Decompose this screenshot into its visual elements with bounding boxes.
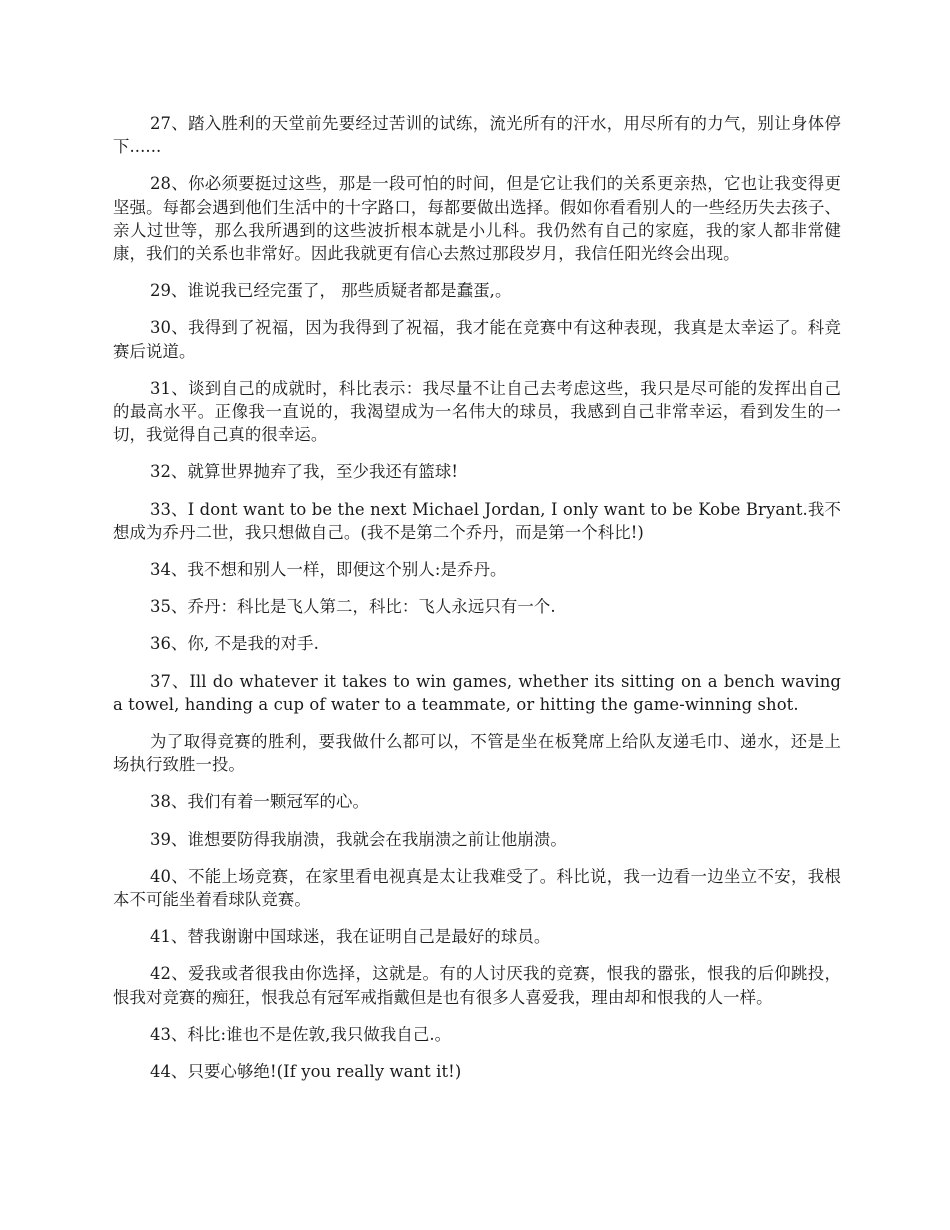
paragraph-36: 36、你, 不是我的对手. <box>150 634 319 654</box>
paragraph-28: 28、你必须要挺过这些，那是一段可怕的时间，但是它让我们的关系更亲热，它也让我变得更坚强。每都会遇到他们生活中的十字路口，每都要做出选择。假如你看看别人的一些经历失去孩子、亲人过世等，那么我所遇到的这些波折根本就是小儿科。我仍然有自己的家庭，我的家人都非常健康，我们的关系也非常好。因此我就更有信心去熬过那段岁月，我信任阳光终会出现。 <box>113 174 841 264</box>
paragraph-42: 42、爱我或者很我由你选择，这就是。有的人讨厌我的竞赛，恨我的嚣张，恨我的后仰跳投，恨我对竞赛的痴狂，恨我总有冠军戒指戴但是也有很多人喜爱我，理由却和恨我的人一样。 <box>113 964 841 1007</box>
paragraph-38: 38、我们有着一颗冠军的心。 <box>150 792 369 812</box>
paragraph-41: 41、替我谢谢中国球迷，我在证明自己是最好的球员。 <box>150 927 551 947</box>
paragraph-44: 44、只要心够绝!(If you really want it!) <box>150 1062 462 1082</box>
paragraph-33: 33、I dont want to be the next Michael Jordan, I only want to be Kobe Bryant.我不想成为乔丹二世，我只想做自己。(我不是第二个乔丹，而是第一个科比!) <box>113 499 841 542</box>
paragraph-40: 40、不能上场竞赛，在家里看电视真是太让我难受了。科比说，我一边看一边坐立不安，我根本不可能坐着看球队竞赛。 <box>113 866 841 910</box>
paragraph-34: 34、我不想和别人一样，即便这个别人:是乔丹。 <box>150 560 507 580</box>
paragraph-29: 29、谁说我已经完蛋了， 那些质疑者都是蠢蛋,。 <box>150 281 512 301</box>
paragraph-31: 31、谈到自己的成就时，科比表示：我尽量不让自己去考虑这些，我只是尽可能的发挥出自己的最高水平。正像我一直说的，我渴望成为一名伟大的球员，我感到自己非常幸运，看到发生的一切，我觉得自己真的很幸运。 <box>113 378 841 445</box>
paragraph-30: 30、我得到了祝福，因为我得到了祝福，我才能在竞赛中有这种表现，我真是太幸运了。科竞赛后说道。 <box>113 318 841 361</box>
document-body <box>113 112 841 1097</box>
paragraph-43: 43、科比:谁也不是佐敦,我只做我自己.。 <box>150 1024 452 1044</box>
paragraph-35: 35、乔丹：科比是飞人第二，科比：飞人永远只有一个. <box>150 597 556 617</box>
paragraph-32: 32、就算世界抛弃了我，至少我还有篮球! <box>150 462 459 482</box>
paragraph-27: 27、踏入胜利的天堂前先要经过苦训的试练，流光所有的汗水，用尽所有的力气，别让身体停下...... <box>113 114 841 157</box>
paragraph-37: 37、Ill do whatever it takes to win games, whether its sitting on a bench waving a towel, handing a cup of water to a teammate, or hitting the game-winning shot. <box>113 671 841 714</box>
paragraph-37-translation: 为了取得竞赛的胜利，要我做什么都可以，不管是坐在板凳席上给队友递毛巾、递水，还是上场执行致胜一投。 <box>113 732 841 775</box>
paragraph-39: 39、谁想要防得我崩溃，我就会在我崩溃之前让他崩溃。 <box>150 829 567 849</box>
